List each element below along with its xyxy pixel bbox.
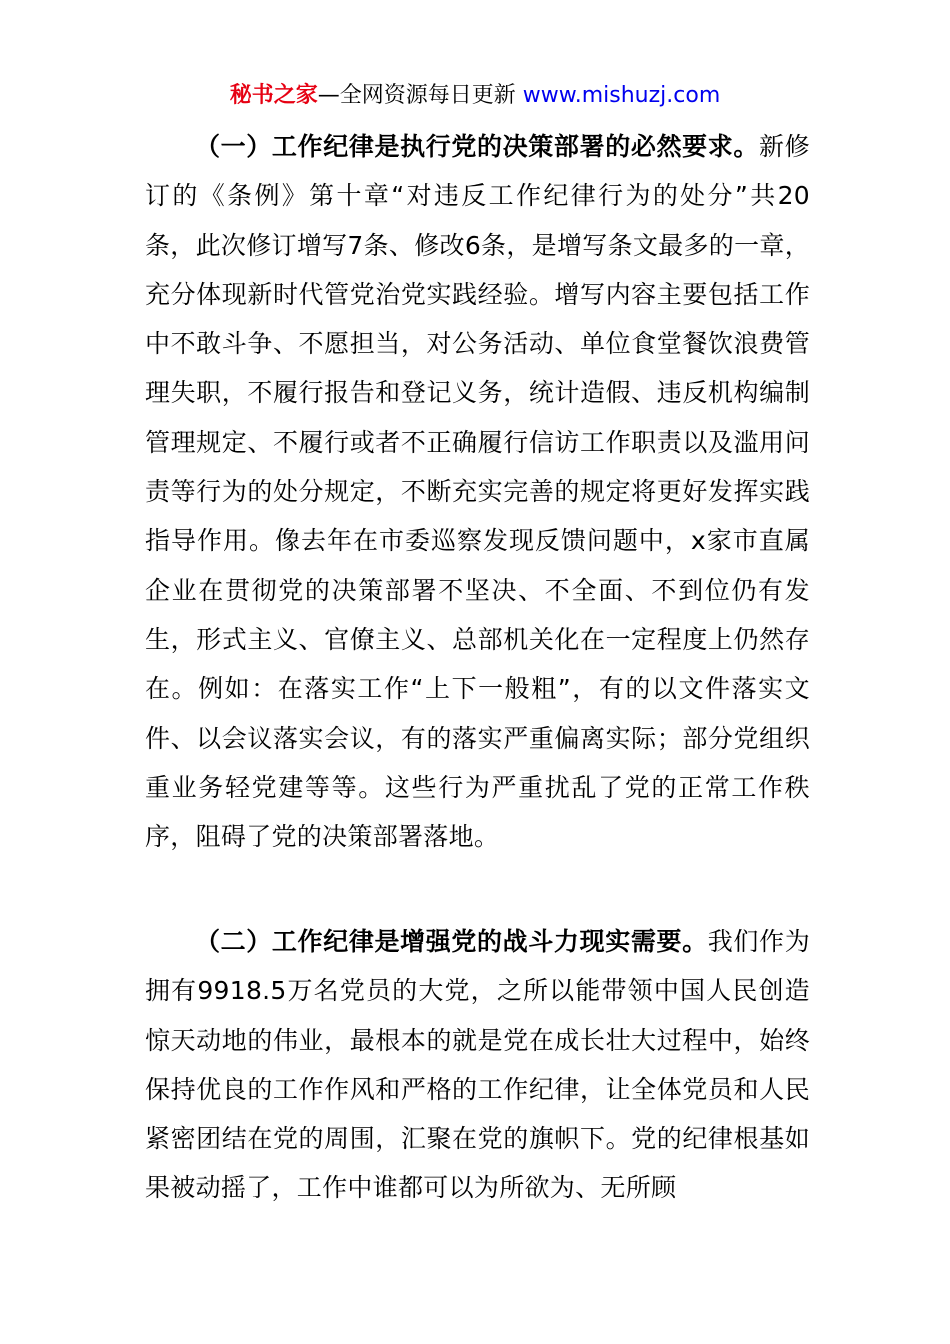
paragraph-heading: （二）工作纪律是增强党的战斗力现实需要。 <box>195 927 708 956</box>
paragraph-heading: （一）工作纪律是执行党的决策部署的必然要求。 <box>195 132 760 161</box>
paragraph-work-discipline-2 <box>145 917 810 1213</box>
website-link[interactable]: www.mishuzj.com <box>522 83 721 108</box>
paragraph-work-discipline-1 <box>145 122 810 861</box>
page-header <box>0 80 950 112</box>
brand-name: 秘书之家 <box>229 83 318 108</box>
paragraph-body: 我们作为拥有9918.5万名党员的大党，之所以能带领中国人民创造惊天动地的伟业，最根本的就是党在成长壮大过程中，始终保持优良的工作作风和严格的工作纪律，让全体党员和人民紧密团结在党的周围，汇聚在党的旗帜下。党的纪律根基如果被动摇了，工作中谁都可以为所欲为、无所顾 <box>145 927 810 1203</box>
paragraph-body: 新修订的《条例》第十章“对违反工作纪律行为的处分”共20条，此次修订增写7条、修改6条，是增写条文最多的一章，充分体现新时代管党治党实践经验。增写内容主要包括工作中不敢斗争、不愿担当，对公务活动、单位食堂餐饮浪费管理失职，不履行报告和登记义务，统计造假、违反机构编制管理规定、不履行或者不正确履行信访工作职责以及滥用问责等行为的处分规定，不断充实完善的规定将更好发挥实践指导作用。像去年在市委巡察发现反馈问题中，x家市直属企业在贯彻党的决策部署不坚决、不全面、不到位仍有发生，形式主义、官僚主义、总部机关化在一定程度上仍然存在。例如：在落实工作“上下一般粗”，有的以文件落实文件、以会议落实会议，有的落实严重偏离实际；部分党组织重业务轻党建等等。这些行为严重扰乱了党的正常工作秩序，阻碍了党的决策部署落地。 <box>145 132 810 852</box>
header-tagline: —全网资源每日更新 <box>317 83 523 108</box>
